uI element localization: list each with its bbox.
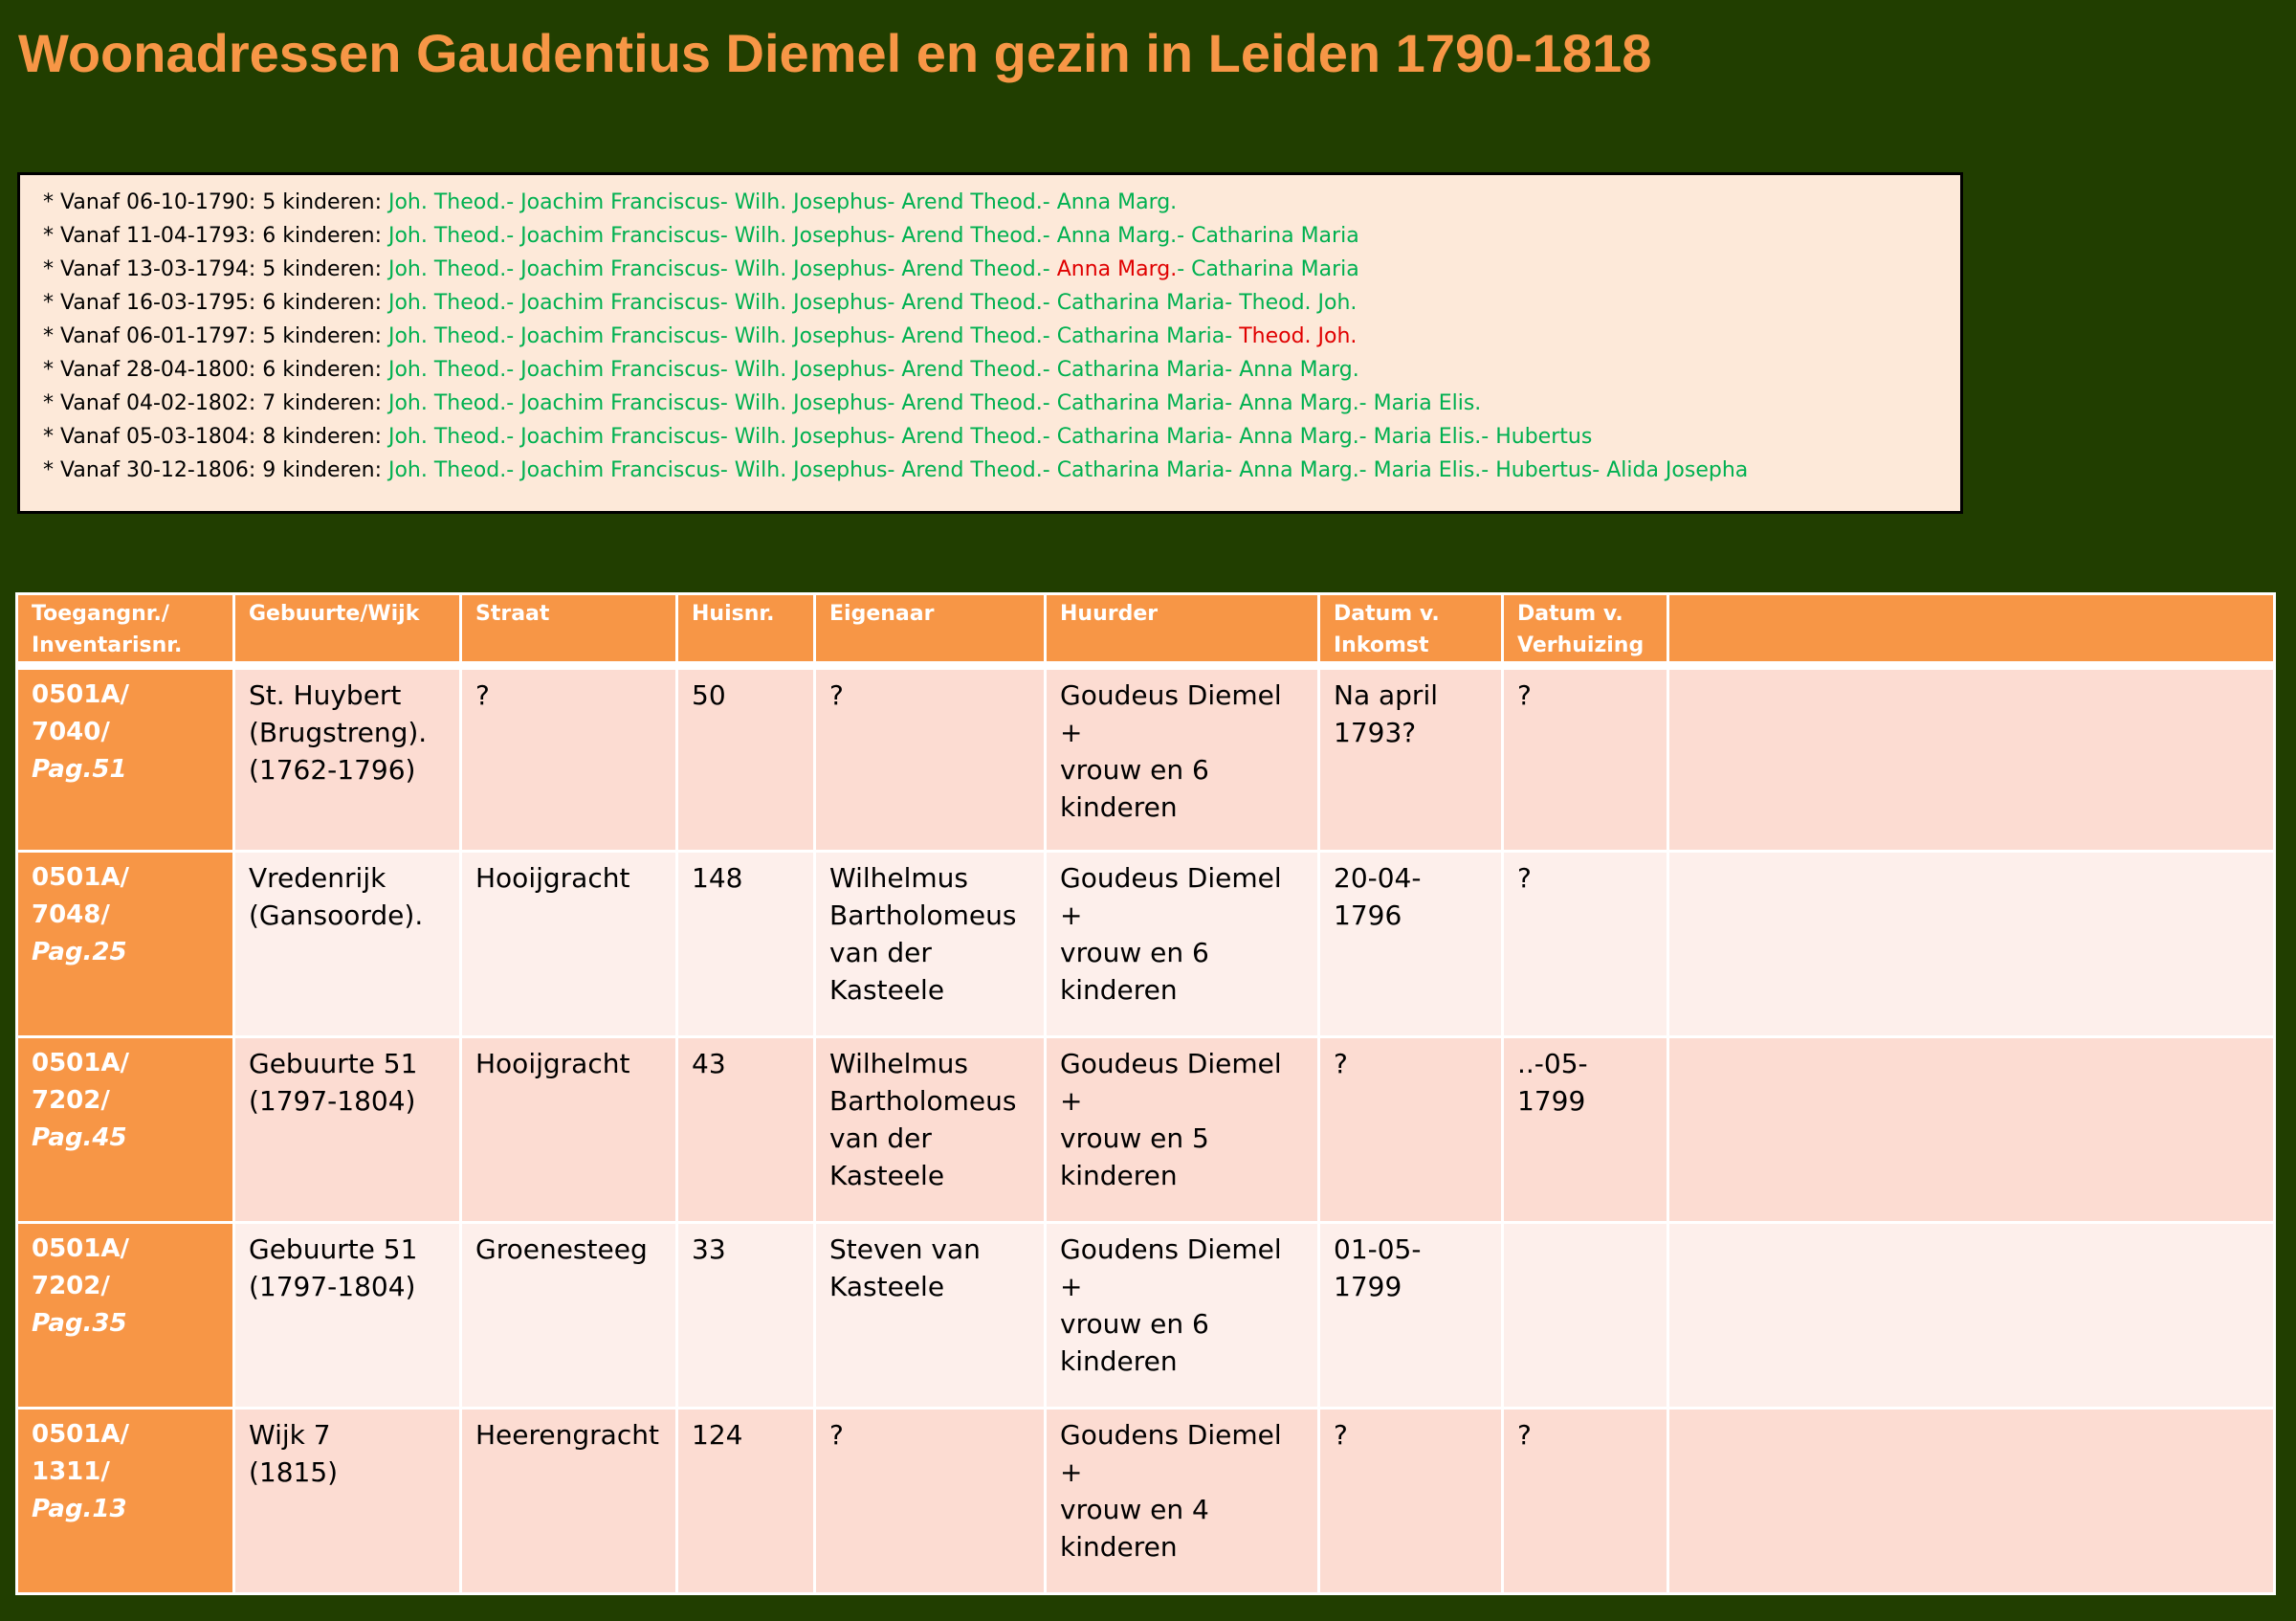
- inventory-number-part: 0501A/: [32, 1420, 129, 1449]
- household-line: [43, 253, 1960, 286]
- table-cell: [234, 1037, 461, 1223]
- household-line: [43, 420, 1960, 454]
- column-header-label: Straat: [475, 602, 550, 626]
- cell-text: Gebuurte 51: [249, 1048, 418, 1079]
- table-cell: [677, 666, 815, 852]
- cell-text: vrouw en 6: [1060, 754, 1209, 786]
- table-cell: [1668, 1037, 2275, 1223]
- column-header-label: Verhuizing: [1517, 633, 1645, 657]
- cell-text: Na april: [1334, 679, 1439, 711]
- column-header-label: Huisnr.: [692, 602, 775, 626]
- table-cell: [1046, 1037, 1319, 1223]
- cell-text: van der: [829, 937, 932, 968]
- cell-text: 20-04-1796: [1334, 862, 1422, 931]
- table-cell: [461, 1223, 677, 1409]
- column-header-label: Datum v.: [1334, 602, 1440, 626]
- departed-children-names: Anna Marg.: [1056, 257, 1178, 281]
- cell-text: van der: [829, 1122, 932, 1154]
- inventory-number-cell: [17, 1223, 234, 1409]
- page-number: Pag.45: [32, 1123, 127, 1152]
- household-line: [43, 286, 1960, 320]
- household-line: [43, 353, 1960, 387]
- column-header-label: Huurder: [1060, 602, 1159, 626]
- household-line: [43, 320, 1960, 353]
- household-line: [43, 454, 1960, 487]
- column-header: [677, 594, 815, 666]
- table-row: [17, 1223, 2275, 1409]
- table-cell: [1668, 666, 2275, 852]
- inventory-number-cell: [17, 852, 234, 1037]
- cell-text: Bartholomeus: [829, 899, 1017, 931]
- cell-text: Steven van: [829, 1233, 981, 1265]
- cell-text: Goudeus Diemel +: [1060, 1048, 1282, 1117]
- table-cell: [815, 1037, 1046, 1223]
- column-header: [815, 594, 1046, 666]
- table-cell: [1503, 1409, 1668, 1594]
- cell-text: Kasteele: [829, 974, 945, 1006]
- table-cell: [234, 1409, 461, 1594]
- table-cell: [815, 852, 1046, 1037]
- cell-text: ?: [1517, 862, 1532, 894]
- cell-text: 33: [692, 1233, 726, 1265]
- cell-text: ?: [1334, 1048, 1348, 1079]
- cell-text: ?: [829, 1419, 844, 1451]
- cell-text: Groenesteeg: [475, 1233, 648, 1265]
- children-names: Joh. Theod.- Joachim Franciscus- Wilh. Josephus- Arend Theod.- Catharina Maria- Anna Marg.- Maria Elis.: [387, 391, 1482, 415]
- table-cell: [677, 852, 815, 1037]
- cell-text: (1797-1804): [249, 1085, 416, 1117]
- cell-text: Gebuurte 51: [249, 1233, 418, 1265]
- table-cell: [815, 666, 1046, 852]
- children-names: Joh. Theod.- Joachim Franciscus- Wilh. Josephus- Arend Theod.- Anna Marg.- Catharina Maria: [387, 224, 1359, 248]
- column-header: [1319, 594, 1503, 666]
- cell-text: vrouw en 6: [1060, 937, 1209, 968]
- cell-text: ?: [475, 679, 490, 711]
- cell-text: ?: [829, 679, 844, 711]
- table-cell: [1503, 1223, 1668, 1409]
- cell-text: Kasteele: [829, 1271, 945, 1302]
- inventory-number-part: 7202/: [32, 1272, 110, 1300]
- page-number: Pag.13: [32, 1495, 127, 1523]
- table-cell: [1503, 666, 1668, 852]
- inventory-number-part: 0501A/: [32, 863, 129, 892]
- column-header: [17, 594, 234, 666]
- children-names: Joh. Theod.- Joachim Franciscus- Wilh. Josephus- Arend Theod.- Catharina Maria- Anna Marg.- Maria Elis.- Hubertus- Alida Josepha: [387, 458, 1749, 482]
- cell-text: 1793?: [1334, 717, 1417, 748]
- household-date-label: * Vanaf 05-03-1804: 8 kinderen:: [43, 425, 388, 449]
- inventory-number-cell: [17, 666, 234, 852]
- table-cell: [677, 1409, 815, 1594]
- cell-text: (1815): [249, 1456, 339, 1488]
- table-cell: [1319, 666, 1503, 852]
- cell-text: St. Huybert: [249, 679, 402, 711]
- cell-text: vrouw en 6: [1060, 1308, 1209, 1340]
- household-line: [43, 387, 1960, 420]
- table-cell: [1046, 1409, 1319, 1594]
- table-cell: [1668, 1409, 2275, 1594]
- cell-text: Goudeus Diemel +: [1060, 862, 1282, 931]
- cell-text: Hooijgracht: [475, 862, 630, 894]
- page-number: Pag.51: [32, 755, 127, 784]
- inventory-number-part: 1311/: [32, 1457, 110, 1486]
- cell-text: kinderen: [1060, 974, 1178, 1006]
- household-date-label: * Vanaf 06-01-1797: 5 kinderen:: [43, 324, 388, 348]
- cell-text: Vredenrijk: [249, 862, 386, 894]
- cell-text: Kasteele: [829, 1160, 945, 1191]
- table-cell: [1668, 852, 2275, 1037]
- column-header-label: Eigenaar: [829, 602, 935, 626]
- inventory-number-part: 7202/: [32, 1086, 110, 1115]
- column-header-label: Toegangnr./: [32, 602, 169, 626]
- table-cell: [461, 1037, 677, 1223]
- cell-text: 50: [692, 679, 726, 711]
- household-date-label: * Vanaf 04-02-1802: 7 kinderen:: [43, 391, 388, 415]
- table-cell: [1668, 1223, 2275, 1409]
- table-cell: [1319, 1409, 1503, 1594]
- cell-text: (1762-1796): [249, 754, 416, 786]
- household-date-label: * Vanaf 16-03-1795: 6 kinderen:: [43, 291, 388, 315]
- household-date-label: * Vanaf 13-03-1794: 5 kinderen:: [43, 257, 388, 281]
- table-cell: [1319, 852, 1503, 1037]
- cell-text: Wilhelmus: [829, 1048, 968, 1079]
- cell-text: Goudens Diemel +: [1060, 1233, 1282, 1302]
- children-names: Joh. Theod.- Joachim Franciscus- Wilh. Josephus- Arend Theod.- Catharina Maria- Theod. Joh.: [387, 291, 1358, 315]
- cell-text: 124: [692, 1419, 743, 1451]
- table-cell: [234, 666, 461, 852]
- cell-text: 43: [692, 1048, 726, 1079]
- cell-text: 148: [692, 862, 743, 894]
- column-header: [461, 594, 677, 666]
- inventory-number-part: 7040/: [32, 718, 110, 746]
- cell-text: (1797-1804): [249, 1271, 416, 1302]
- column-header-label: Gebuurte/Wijk: [249, 602, 420, 626]
- page-title: Woonadressen Gaudentius Diemel en gezin in Leiden 1790-1818: [18, 23, 1652, 83]
- table-cell: [461, 1409, 677, 1594]
- address-table: [15, 592, 2276, 1595]
- table-cell: [1046, 1223, 1319, 1409]
- children-names: Joh. Theod.- Joachim Franciscus- Wilh. Josephus- Arend Theod.- Catharina Maria- Anna Marg.- Maria Elis.- Hubertus: [387, 425, 1593, 449]
- column-header-label: Inkomst: [1334, 633, 1429, 657]
- cell-text: ..-05-1799: [1517, 1048, 1588, 1117]
- children-names: Joh. Theod.- Joachim Franciscus- Wilh. Josephus- Arend Theod.- Catharina Maria- Anna Marg.: [387, 358, 1359, 382]
- cell-text: ?: [1517, 1419, 1532, 1451]
- cell-text: Bartholomeus: [829, 1085, 1017, 1117]
- column-header: [1668, 594, 2275, 666]
- children-names: Joh. Theod.- Joachim Franciscus- Wilh. Josephus- Arend Theod.- Catharina Maria-: [387, 324, 1240, 348]
- inventory-number-part: 0501A/: [32, 1234, 129, 1263]
- household-composition-box: [17, 172, 1963, 514]
- table-cell: [234, 852, 461, 1037]
- inventory-number-cell: [17, 1037, 234, 1223]
- inventory-number-part: 0501A/: [32, 1049, 129, 1077]
- column-header: [1046, 594, 1319, 666]
- cell-text: kinderen: [1060, 1345, 1178, 1377]
- table-cell: [1319, 1037, 1503, 1223]
- cell-text: Wijk 7: [249, 1419, 331, 1451]
- household-line: [43, 219, 1960, 253]
- column-header: [234, 594, 461, 666]
- departed-children-names: Theod. Joh.: [1239, 324, 1358, 348]
- household-date-label: * Vanaf 06-10-1790: 5 kinderen:: [43, 190, 388, 214]
- table-cell: [677, 1037, 815, 1223]
- cell-text: Goudeus Diemel +: [1060, 679, 1282, 748]
- children-names: - Catharina Maria: [1177, 257, 1359, 281]
- table-cell: [1319, 1223, 1503, 1409]
- cell-text: ?: [1517, 679, 1532, 711]
- column-header-label: Datum v.: [1517, 602, 1623, 626]
- inventory-number-part: 7048/: [32, 900, 110, 929]
- inventory-number-part: 0501A/: [32, 680, 129, 709]
- table-cell: [461, 666, 677, 852]
- cell-text: (Gansoorde).: [249, 899, 424, 931]
- cell-text: Wilhelmus: [829, 862, 968, 894]
- cell-text: vrouw en 4: [1060, 1494, 1209, 1525]
- cell-text: Goudens Diemel +: [1060, 1419, 1282, 1488]
- cell-text: kinderen: [1060, 1160, 1178, 1191]
- table-row: [17, 1409, 2275, 1594]
- cell-text: 01-05-1799: [1334, 1233, 1422, 1302]
- household-date-label: * Vanaf 11-04-1793: 6 kinderen:: [43, 224, 388, 248]
- cell-text: kinderen: [1060, 1531, 1178, 1563]
- table-cell: [1046, 852, 1319, 1037]
- cell-text: ?: [1334, 1419, 1348, 1451]
- cell-text: (Brugstreng).: [249, 717, 428, 748]
- table-row: [17, 852, 2275, 1037]
- children-names: Joh. Theod.- Joachim Franciscus- Wilh. Josephus- Arend Theod.-: [387, 257, 1057, 281]
- cell-text: Heerengracht: [475, 1419, 659, 1451]
- cell-text: Hooijgracht: [475, 1048, 630, 1079]
- household-date-label: * Vanaf 30-12-1806: 9 kinderen:: [43, 458, 388, 482]
- cell-text: kinderen: [1060, 791, 1178, 823]
- page-number: Pag.25: [32, 938, 127, 966]
- page-number: Pag.35: [32, 1309, 127, 1338]
- table-row: [17, 1037, 2275, 1223]
- children-names: Joh. Theod.- Joachim Franciscus- Wilh. Josephus- Arend Theod.- Anna Marg.: [387, 190, 1178, 214]
- household-line: [43, 186, 1960, 219]
- column-header: [1503, 594, 1668, 666]
- inventory-number-cell: [17, 1409, 234, 1594]
- table-cell: [677, 1223, 815, 1409]
- table-cell: [461, 852, 677, 1037]
- table-row: [17, 666, 2275, 852]
- table-cell: [234, 1223, 461, 1409]
- table-cell: [815, 1409, 1046, 1594]
- column-header-label: Inventarisnr.: [32, 633, 183, 657]
- household-date-label: * Vanaf 28-04-1800: 6 kinderen:: [43, 358, 388, 382]
- table-cell: [1503, 1037, 1668, 1223]
- table-cell: [1503, 852, 1668, 1037]
- table-cell: [1046, 666, 1319, 852]
- cell-text: vrouw en 5: [1060, 1122, 1209, 1154]
- table-header-row: [17, 594, 2275, 666]
- table-cell: [815, 1223, 1046, 1409]
